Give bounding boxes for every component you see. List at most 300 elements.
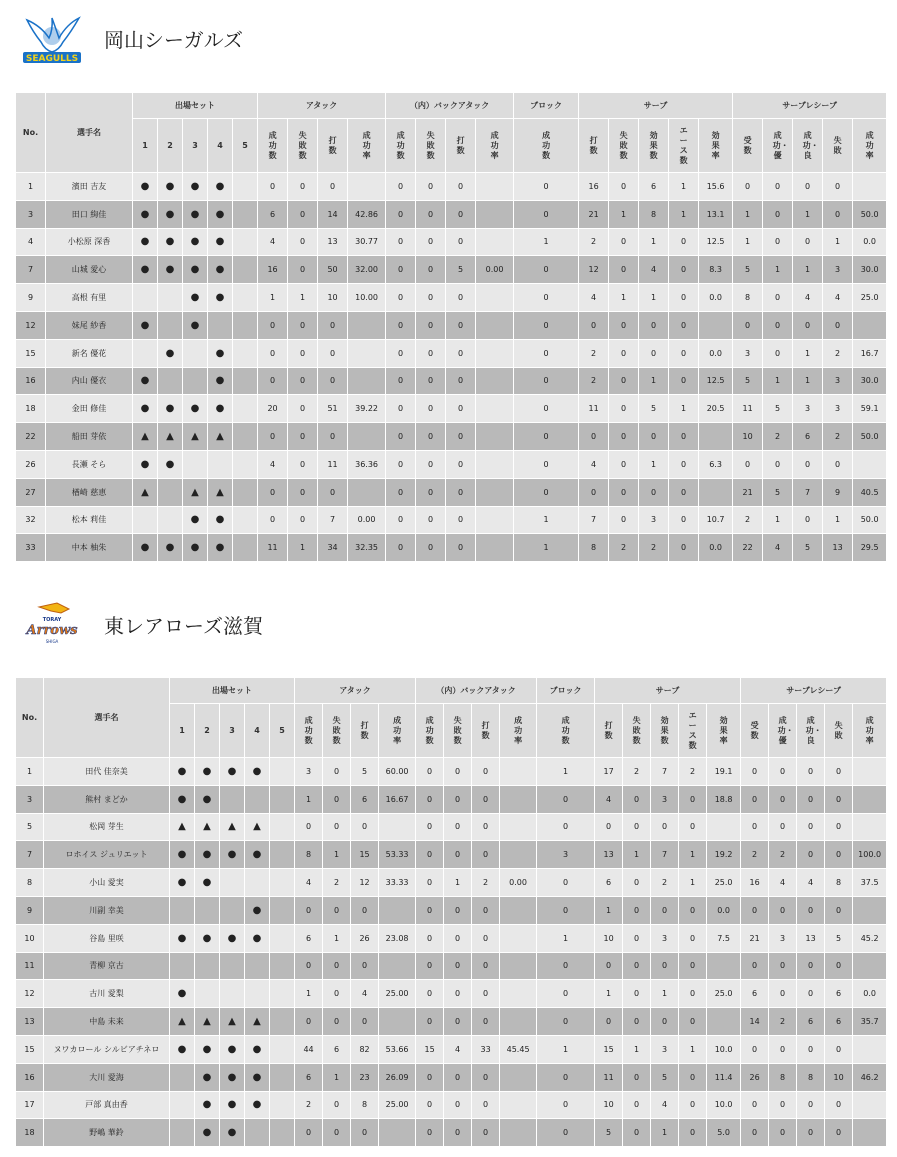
team-header-1 — [18, 10, 243, 66]
receive-stat: 0 — [741, 896, 769, 924]
col-header-back-1 — [416, 119, 446, 173]
serve-stat: 0 — [679, 1008, 707, 1036]
receive-stat: 0 — [741, 1119, 769, 1147]
col-header-label: 打数 — [456, 135, 465, 155]
back-attack-stat: 0 — [386, 311, 416, 339]
attack-stat: 42.86 — [348, 200, 386, 228]
serve-stat: 1 — [595, 896, 623, 924]
serve-stat: 1 — [679, 869, 707, 897]
attack-stat: 0 — [288, 506, 318, 534]
set-participation-mark — [270, 785, 295, 813]
team-name: 岡山シーガルズ — [104, 27, 243, 52]
set-participation-mark — [270, 1063, 295, 1091]
col-header-serve-4 — [707, 704, 741, 758]
set-participation-mark: ▲ — [208, 423, 233, 451]
attack-stat: 26.09 — [379, 1063, 416, 1091]
serve-stat: 10 — [595, 924, 623, 952]
receive-stat: 0 — [797, 980, 825, 1008]
receive-stat — [853, 1091, 887, 1119]
set-participation-mark: ● — [220, 1035, 245, 1063]
set-participation-mark — [220, 980, 245, 1008]
receive-stat: 0 — [797, 758, 825, 786]
set-participation-mark — [233, 423, 258, 451]
col-header-label: 成功数 — [542, 130, 551, 160]
set-participation-mark: ● — [133, 395, 158, 423]
set-participation-mark: ● — [133, 311, 158, 339]
player-row — [16, 924, 887, 952]
attack-stat: 0 — [288, 256, 318, 284]
col-header-sets-2 — [183, 119, 208, 173]
set-participation-mark: ● — [208, 256, 233, 284]
player-row — [16, 339, 887, 367]
serve-stat: 0 — [623, 813, 651, 841]
set-participation-mark — [208, 450, 233, 478]
player-row — [16, 1119, 887, 1147]
back-attack-stat — [500, 980, 537, 1008]
col-header-label: 成功・優 — [777, 715, 794, 745]
set-participation-mark: ▲ — [170, 1008, 195, 1036]
receive-stat: 9 — [823, 478, 853, 506]
receive-stat: 4 — [823, 284, 853, 312]
block-stat: 0 — [537, 980, 595, 1008]
receive-stat: 35.7 — [853, 1008, 887, 1036]
player-number: 5 — [16, 813, 44, 841]
player-number: 8 — [16, 869, 44, 897]
receive-stat: 0 — [823, 173, 853, 201]
col-header-serve-3 — [669, 119, 699, 173]
receive-stat: 0 — [825, 1091, 853, 1119]
player-name: ヌワカロール シルビアチネロ — [44, 1035, 170, 1063]
attack-stat: 0 — [295, 813, 323, 841]
serve-stat: 0 — [609, 478, 639, 506]
col-header-back-2 — [446, 119, 476, 173]
serve-stat: 1 — [669, 395, 699, 423]
col-header-receive-4 — [853, 704, 887, 758]
attack-stat: 3 — [295, 758, 323, 786]
serve-stat: 0 — [639, 423, 669, 451]
attack-stat: 53.66 — [379, 1035, 416, 1063]
block-stat: 0 — [514, 311, 579, 339]
player-number: 22 — [16, 423, 46, 451]
serve-stat: 0 — [651, 896, 679, 924]
set-participation-mark — [170, 1119, 195, 1147]
serve-stat: 0 — [595, 813, 623, 841]
attack-stat: 12 — [351, 869, 379, 897]
back-attack-stat: 4 — [444, 1035, 472, 1063]
serve-stat: 12 — [579, 256, 609, 284]
back-attack-stat: 0 — [444, 841, 472, 869]
col-header-receive-1 — [763, 119, 793, 173]
serve-stat: 11 — [579, 395, 609, 423]
col-header-label: 失敗数 — [619, 130, 628, 160]
receive-stat: 0 — [763, 450, 793, 478]
receive-stat — [853, 1035, 887, 1063]
serve-stat: 7 — [651, 841, 679, 869]
player-name: 高根 有里 — [46, 284, 133, 312]
col-header-back-1 — [444, 704, 472, 758]
back-attack-stat: 0 — [416, 1008, 444, 1036]
back-attack-stat: 0 — [444, 980, 472, 1008]
receive-stat: 0 — [769, 813, 797, 841]
serve-stat: 13.1 — [699, 200, 733, 228]
player-number: 11 — [16, 952, 44, 980]
serve-stat: 1 — [595, 980, 623, 1008]
back-attack-stat — [476, 423, 514, 451]
block-stat: 0 — [537, 813, 595, 841]
player-number: 12 — [16, 980, 44, 1008]
receive-stat: 5 — [733, 367, 763, 395]
col-header-back-3 — [476, 119, 514, 173]
receive-stat: 30.0 — [853, 367, 887, 395]
block-stat: 0 — [537, 1063, 595, 1091]
attack-stat: 0 — [323, 896, 351, 924]
back-attack-stat: 0 — [446, 284, 476, 312]
serve-stat: 3 — [651, 924, 679, 952]
set-participation-mark — [270, 841, 295, 869]
set-participation-mark — [233, 534, 258, 562]
player-row — [16, 311, 887, 339]
col-header-label: 失敗数 — [332, 715, 341, 745]
set-participation-mark — [270, 869, 295, 897]
set-participation-mark: ▲ — [245, 813, 270, 841]
set-participation-mark: ▲ — [183, 423, 208, 451]
back-attack-stat: 0 — [416, 758, 444, 786]
serve-stat: 0 — [669, 284, 699, 312]
set-participation-mark — [170, 1063, 195, 1091]
set-participation-mark: ● — [220, 758, 245, 786]
serve-stat: 0 — [609, 367, 639, 395]
back-attack-stat — [476, 339, 514, 367]
serve-stat: 2 — [579, 339, 609, 367]
receive-stat — [853, 896, 887, 924]
serve-stat: 7 — [579, 506, 609, 534]
receive-stat: 0 — [825, 785, 853, 813]
block-stat: 0 — [537, 952, 595, 980]
serve-stat: 1 — [639, 450, 669, 478]
serve-stat: 0 — [595, 1008, 623, 1036]
group-header-serve: サーブ — [595, 678, 741, 704]
player-row — [16, 1091, 887, 1119]
col-header-attack-1 — [323, 704, 351, 758]
col-header-receive-2 — [793, 119, 823, 173]
set-participation-mark: ● — [208, 284, 233, 312]
serve-stat: 5 — [651, 1063, 679, 1091]
receive-stat: 21 — [733, 478, 763, 506]
col-header-receive-1 — [769, 704, 797, 758]
set-participation-mark — [183, 450, 208, 478]
serve-stat: 0 — [609, 450, 639, 478]
serve-stat: 0 — [669, 450, 699, 478]
attack-stat — [379, 1119, 416, 1147]
back-attack-stat: 0 — [446, 173, 476, 201]
receive-stat: 6 — [797, 1008, 825, 1036]
receive-stat: 5 — [733, 256, 763, 284]
receive-stat: 2 — [823, 339, 853, 367]
receive-stat: 1 — [823, 228, 853, 256]
attack-stat: 82 — [351, 1035, 379, 1063]
svg-text:SHIGA: SHIGA — [45, 639, 59, 644]
set-participation-mark: ● — [208, 200, 233, 228]
serve-stat: 0 — [639, 478, 669, 506]
serve-stat: 15.6 — [699, 173, 733, 201]
set-participation-mark — [220, 896, 245, 924]
set-participation-mark: ● — [195, 1091, 220, 1119]
back-attack-stat: 0 — [472, 952, 500, 980]
receive-stat: 0 — [769, 952, 797, 980]
receive-stat: 8 — [769, 1063, 797, 1091]
set-participation-mark: ● — [220, 841, 245, 869]
player-row — [16, 869, 887, 897]
attack-stat: 50 — [318, 256, 348, 284]
receive-stat: 50.0 — [853, 423, 887, 451]
player-name: 大川 愛海 — [44, 1063, 170, 1091]
receive-stat: 0 — [793, 450, 823, 478]
set-participation-mark: ● — [158, 450, 183, 478]
serve-stat: 3 — [651, 785, 679, 813]
attack-stat: 0 — [288, 367, 318, 395]
receive-stat: 1 — [793, 339, 823, 367]
set-participation-mark: ● — [183, 200, 208, 228]
set-participation-mark: ● — [183, 284, 208, 312]
col-header-sets-4 — [270, 704, 295, 758]
serve-stat: 0 — [679, 1091, 707, 1119]
back-attack-stat: 0 — [416, 896, 444, 924]
serve-stat: 2 — [679, 758, 707, 786]
back-attack-stat: 0 — [386, 256, 416, 284]
set-participation-mark: ● — [158, 200, 183, 228]
player-row — [16, 841, 887, 869]
col-header-serve-2 — [651, 704, 679, 758]
block-stat: 0 — [514, 200, 579, 228]
attack-stat: 0 — [258, 506, 288, 534]
back-attack-stat — [500, 758, 537, 786]
player-name: 松本 莉佳 — [46, 506, 133, 534]
attack-stat: 0 — [288, 228, 318, 256]
attack-stat: 0 — [288, 450, 318, 478]
serve-stat: 4 — [579, 284, 609, 312]
back-attack-stat: 5 — [446, 256, 476, 284]
back-attack-stat: 0 — [416, 423, 446, 451]
col-header-no: No. — [16, 678, 44, 758]
player-number: 16 — [16, 1063, 44, 1091]
receive-stat: 25.0 — [853, 284, 887, 312]
attack-stat — [379, 952, 416, 980]
col-header-serve-2 — [639, 119, 669, 173]
set-participation-mark — [270, 896, 295, 924]
col-header-label: 失敗数 — [298, 130, 307, 160]
attack-stat: 0 — [288, 311, 318, 339]
back-attack-stat: 0 — [416, 1091, 444, 1119]
attack-stat: 0 — [323, 758, 351, 786]
back-attack-stat: 0 — [444, 758, 472, 786]
set-participation-mark: ● — [208, 534, 233, 562]
serve-stat: 0 — [623, 924, 651, 952]
back-attack-stat: 33 — [472, 1035, 500, 1063]
col-header-back-0 — [386, 119, 416, 173]
back-attack-stat: 0 — [472, 785, 500, 813]
attack-stat: 0 — [351, 952, 379, 980]
set-participation-mark: ● — [245, 924, 270, 952]
serve-stat: 0 — [679, 785, 707, 813]
set-participation-mark: ● — [170, 924, 195, 952]
attack-stat: 1 — [323, 924, 351, 952]
attack-stat: 1 — [288, 534, 318, 562]
block-stat: 1 — [514, 228, 579, 256]
player-name: 濱田 吉友 — [46, 173, 133, 201]
col-header-block-0 — [537, 704, 595, 758]
serve-stat: 0 — [595, 952, 623, 980]
set-participation-mark: ● — [170, 785, 195, 813]
col-header-block-0 — [514, 119, 579, 173]
col-header-receive-3 — [825, 704, 853, 758]
col-header-attack-3 — [379, 704, 416, 758]
receive-stat: 4 — [793, 284, 823, 312]
back-attack-stat — [500, 841, 537, 869]
group-header-serve: サーブ — [579, 93, 733, 119]
serve-stat: 0 — [623, 1119, 651, 1147]
player-number: 15 — [16, 339, 46, 367]
group-header-attack: アタック — [295, 678, 416, 704]
back-attack-stat: 0 — [444, 924, 472, 952]
serve-stat: 4 — [595, 785, 623, 813]
back-attack-stat: 0.00 — [500, 869, 537, 897]
serve-stat: 0 — [679, 924, 707, 952]
attack-stat: 2 — [295, 1091, 323, 1119]
player-number: 27 — [16, 478, 46, 506]
receive-stat: 5 — [825, 924, 853, 952]
receive-stat: 0 — [741, 952, 769, 980]
back-attack-stat: 0 — [386, 200, 416, 228]
player-number: 17 — [16, 1091, 44, 1119]
serve-stat: 0 — [669, 423, 699, 451]
back-attack-stat: 0 — [444, 1091, 472, 1119]
receive-stat: 0.0 — [853, 228, 887, 256]
col-header-label: 1 — [179, 726, 185, 735]
attack-stat: 0 — [258, 367, 288, 395]
set-participation-mark — [245, 980, 270, 1008]
receive-stat: 29.5 — [853, 534, 887, 562]
attack-stat: 23.08 — [379, 924, 416, 952]
serve-stat: 0 — [669, 506, 699, 534]
col-header-attack-1 — [288, 119, 318, 173]
back-attack-stat: 0 — [416, 173, 446, 201]
col-header-label: 効果率 — [719, 715, 728, 745]
col-header-player: 選手名 — [44, 678, 170, 758]
back-attack-stat: 45.45 — [500, 1035, 537, 1063]
receive-stat: 3 — [769, 924, 797, 952]
receive-stat: 0 — [763, 228, 793, 256]
attack-stat: 16 — [258, 256, 288, 284]
attack-stat: 6 — [258, 200, 288, 228]
attack-stat: 0 — [258, 423, 288, 451]
attack-stat: 23 — [351, 1063, 379, 1091]
back-attack-stat: 0 — [416, 395, 446, 423]
set-participation-mark — [270, 813, 295, 841]
block-stat: 0 — [537, 869, 595, 897]
set-participation-mark: ● — [195, 869, 220, 897]
receive-stat: 46.2 — [853, 1063, 887, 1091]
block-stat: 0 — [537, 1119, 595, 1147]
col-header-back-2 — [472, 704, 500, 758]
player-row — [16, 758, 887, 786]
serve-stat: 1 — [679, 841, 707, 869]
col-header-serve-0 — [579, 119, 609, 173]
serve-stat: 0 — [609, 173, 639, 201]
col-header-label: 成功・優 — [772, 130, 789, 160]
player-row — [16, 450, 887, 478]
set-participation-mark: ● — [133, 173, 158, 201]
serve-stat: 1 — [623, 841, 651, 869]
player-row — [16, 1035, 887, 1063]
set-participation-mark: ● — [158, 228, 183, 256]
set-participation-mark: ▲ — [208, 478, 233, 506]
col-header-serve-4 — [699, 119, 733, 173]
serve-stat: 20.5 — [699, 395, 733, 423]
attack-stat: 0 — [318, 339, 348, 367]
col-header-back-3 — [500, 704, 537, 758]
serve-stat: 0 — [679, 1063, 707, 1091]
player-row — [16, 534, 887, 562]
col-header-serve-1 — [623, 704, 651, 758]
serve-stat: 5 — [595, 1119, 623, 1147]
player-number: 32 — [16, 506, 46, 534]
col-header-label: 成功数 — [396, 130, 405, 160]
receive-stat: 4 — [769, 869, 797, 897]
col-header-player: 選手名 — [46, 93, 133, 173]
set-participation-mark: ● — [195, 758, 220, 786]
col-header-label: 失敗数 — [632, 715, 641, 745]
back-attack-stat — [476, 200, 514, 228]
player-number: 9 — [16, 284, 46, 312]
col-header-label: エース数 — [679, 125, 688, 165]
back-attack-stat: 0 — [446, 395, 476, 423]
serve-stat: 1 — [679, 1035, 707, 1063]
attack-stat: 10 — [318, 284, 348, 312]
serve-stat: 6 — [595, 869, 623, 897]
attack-stat: 0 — [258, 339, 288, 367]
serve-stat: 0 — [669, 534, 699, 562]
serve-stat: 0 — [651, 952, 679, 980]
back-attack-stat — [500, 785, 537, 813]
receive-stat — [853, 785, 887, 813]
set-participation-mark: ● — [195, 785, 220, 813]
block-stat: 0 — [514, 367, 579, 395]
serve-stat: 0 — [623, 1008, 651, 1036]
set-participation-mark: ● — [133, 367, 158, 395]
set-participation-mark — [158, 284, 183, 312]
attack-stat: 6 — [295, 924, 323, 952]
col-header-receive-0 — [741, 704, 769, 758]
serve-stat: 0 — [579, 423, 609, 451]
set-participation-mark — [220, 952, 245, 980]
player-name: 楢崎 慈恵 — [46, 478, 133, 506]
receive-stat: 0 — [823, 200, 853, 228]
serve-stat: 11.4 — [707, 1063, 741, 1091]
back-attack-stat: 0 — [386, 173, 416, 201]
attack-stat: 4 — [258, 228, 288, 256]
player-number: 15 — [16, 1035, 44, 1063]
block-stat: 3 — [537, 841, 595, 869]
attack-stat: 53.33 — [379, 841, 416, 869]
set-participation-mark: ● — [208, 506, 233, 534]
receive-stat — [853, 173, 887, 201]
player-row — [16, 284, 887, 312]
set-participation-mark: ● — [220, 924, 245, 952]
serve-stat — [699, 478, 733, 506]
col-header-receive-4 — [853, 119, 887, 173]
back-attack-stat: 0 — [386, 228, 416, 256]
back-attack-stat — [476, 450, 514, 478]
